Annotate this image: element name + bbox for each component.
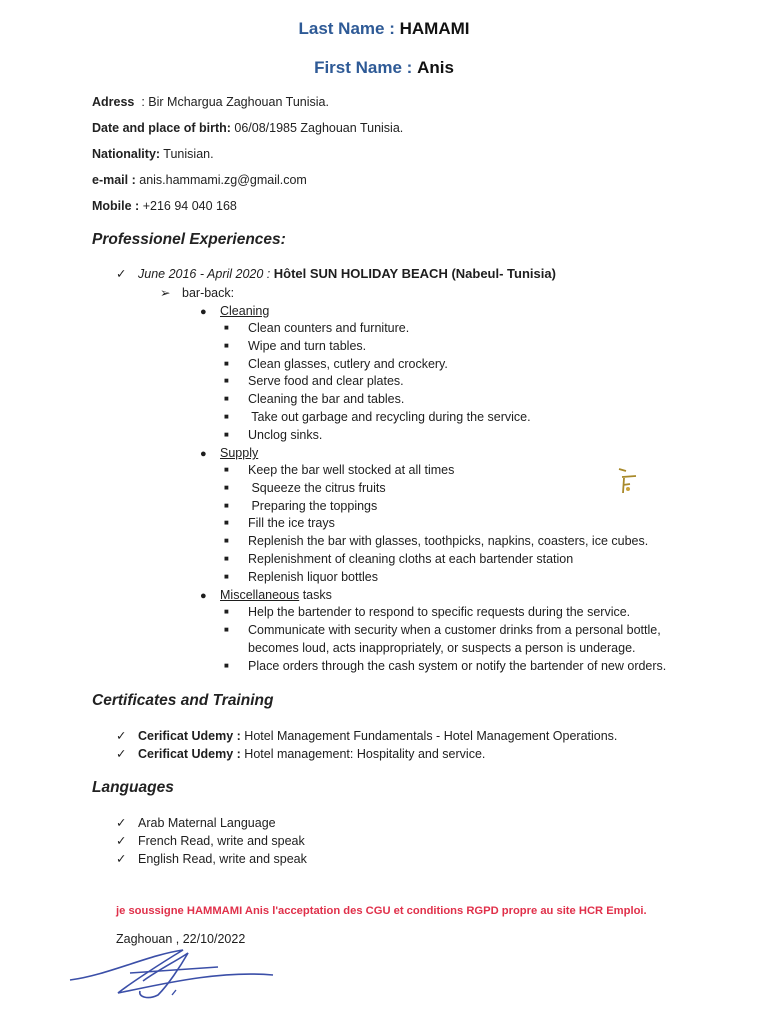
language-text: English Read, write and speak bbox=[138, 852, 307, 866]
square-bullet-icon: ■ bbox=[224, 607, 229, 616]
last-name-heading bbox=[0, 19, 768, 39]
language-item bbox=[116, 815, 276, 830]
check-icon: ✓ bbox=[116, 834, 127, 848]
bullet-icon: ● bbox=[200, 448, 207, 460]
bullet-icon: ● bbox=[200, 590, 207, 602]
task-text: Replenish liquor bottles bbox=[248, 570, 378, 584]
certificate-text: Hotel Management Fundamentals - Hotel Management Operations. bbox=[240, 729, 618, 743]
nationality-line bbox=[92, 147, 214, 161]
certificate-text: Hotel management: Hospitality and service. bbox=[240, 747, 486, 761]
task-item bbox=[224, 570, 378, 584]
task-text: Preparing the toppings bbox=[248, 499, 378, 513]
language-text: Arab Maternal Language bbox=[138, 816, 276, 830]
address-label: Adress bbox=[92, 95, 135, 109]
arrow-icon: ➢ bbox=[160, 286, 171, 300]
mobile-label: Mobile : bbox=[92, 199, 140, 213]
task-text: Wipe and turn tables. bbox=[248, 339, 367, 353]
check-icon: ✓ bbox=[116, 729, 127, 743]
job-period: June 2016 - April 2020 : bbox=[138, 267, 271, 281]
language-text: French Read, write and speak bbox=[138, 834, 305, 848]
task-text: becomes loud, acts inappropriately, or suspects a person is underage. bbox=[248, 641, 636, 655]
square-bullet-icon: ■ bbox=[224, 394, 229, 403]
task-item bbox=[224, 392, 404, 406]
mobile-value: +216 94 040 168 bbox=[139, 199, 237, 213]
task-item bbox=[224, 374, 404, 388]
mobile-line bbox=[92, 199, 237, 213]
task-item bbox=[224, 516, 335, 530]
language-item bbox=[116, 851, 307, 866]
last-name-value: HAMAMI bbox=[399, 19, 470, 38]
first-name-label: First Name : bbox=[314, 58, 413, 77]
category-title: Cleaning bbox=[220, 304, 270, 318]
decorative-mark-icon bbox=[616, 465, 640, 499]
birth-value: 06/08/1985 Zaghouan Tunisia. bbox=[230, 121, 404, 135]
square-bullet-icon: ■ bbox=[224, 572, 229, 581]
square-bullet-icon: ■ bbox=[224, 341, 229, 350]
job-employer: Hôtel SUN HOLIDAY BEACH (Nabeul- Tunisia) bbox=[273, 266, 556, 281]
square-bullet-icon: ■ bbox=[224, 376, 229, 385]
languages-section-title: Languages bbox=[92, 779, 174, 796]
task-text: Place orders through the cash system or notify the bartender of new orders. bbox=[248, 659, 667, 673]
first-name-heading bbox=[0, 58, 768, 78]
square-bullet-icon: ■ bbox=[224, 501, 229, 510]
task-text: Serve food and clear plates. bbox=[248, 374, 404, 388]
consent-statement: je soussigne HAMMAMI Anis l'acceptation des CGU et conditions RGPD propre au site HCR Emploi. bbox=[116, 905, 647, 917]
task-text: Fill the ice trays bbox=[248, 516, 335, 530]
task-item bbox=[224, 623, 661, 637]
task-text: Take out garbage and recycling during the service. bbox=[248, 410, 531, 424]
square-bullet-icon: ■ bbox=[224, 430, 229, 439]
task-text: Replenishment of cleaning cloths at each bartender station bbox=[248, 552, 574, 566]
task-text: Squeeze the citrus fruits bbox=[248, 481, 386, 495]
job-role bbox=[160, 285, 234, 300]
task-item bbox=[224, 552, 573, 566]
address-value: : Bir Mchargua Zaghouan Tunisia. bbox=[141, 95, 329, 109]
check-icon: ✓ bbox=[116, 747, 127, 761]
square-bullet-icon: ■ bbox=[224, 625, 229, 634]
certificates-section-title: Certificates and Training bbox=[92, 692, 274, 709]
check-icon: ✓ bbox=[116, 852, 127, 866]
first-name-value: Anis bbox=[417, 58, 454, 77]
email-line bbox=[92, 173, 307, 187]
task-item bbox=[224, 339, 366, 353]
nationality-label: Nationality: bbox=[92, 147, 161, 161]
square-bullet-icon: ■ bbox=[224, 518, 229, 527]
date-place: Zaghouan , 22/10/2022 bbox=[116, 932, 246, 946]
square-bullet-icon: ■ bbox=[224, 536, 229, 545]
task-item-continuation bbox=[224, 641, 636, 655]
certificate-item bbox=[116, 746, 485, 761]
task-item bbox=[224, 659, 666, 673]
category-miscellaneous bbox=[200, 588, 332, 602]
task-item bbox=[224, 605, 630, 619]
nationality-value: Tunisian. bbox=[160, 147, 214, 161]
certificate-item bbox=[116, 728, 617, 743]
check-icon: ✓ bbox=[116, 816, 127, 830]
job-entry bbox=[116, 266, 556, 281]
square-bullet-icon: ■ bbox=[224, 465, 229, 474]
task-item bbox=[224, 428, 322, 442]
bullet-icon: ● bbox=[200, 306, 207, 318]
task-item bbox=[224, 499, 377, 513]
task-item bbox=[224, 321, 409, 335]
role-label: bar-back: bbox=[182, 286, 235, 300]
check-icon: ✓ bbox=[116, 267, 127, 281]
task-text: Keep the bar well stocked at all times bbox=[248, 463, 455, 477]
square-bullet-icon: ■ bbox=[224, 323, 229, 332]
task-item bbox=[224, 463, 454, 477]
task-text: Cleaning the bar and tables. bbox=[248, 392, 405, 406]
address-line bbox=[92, 95, 329, 109]
task-text: Clean counters and furniture. bbox=[248, 321, 410, 335]
task-item bbox=[224, 357, 448, 371]
category-supply bbox=[200, 446, 258, 460]
language-item bbox=[116, 833, 305, 848]
task-item bbox=[224, 534, 648, 548]
square-bullet-icon: ■ bbox=[224, 359, 229, 368]
signature-drawing bbox=[68, 945, 288, 1005]
category-title: Miscellaneous bbox=[220, 588, 300, 602]
task-text: Unclog sinks. bbox=[248, 428, 323, 442]
task-item bbox=[224, 410, 531, 424]
square-bullet-icon: ■ bbox=[224, 483, 229, 492]
task-text: Clean glasses, cutlery and crockery. bbox=[248, 357, 448, 371]
birth-line bbox=[92, 121, 403, 135]
square-bullet-icon: ■ bbox=[224, 554, 229, 563]
square-bullet-icon: ■ bbox=[224, 661, 229, 670]
email-label: e-mail : bbox=[92, 173, 136, 187]
experience-section-title: Professionel Experiences: bbox=[92, 231, 286, 248]
last-name-label: Last Name : bbox=[298, 19, 395, 38]
category-title-suffix: tasks bbox=[299, 588, 332, 602]
square-bullet-icon: ■ bbox=[224, 412, 229, 421]
task-item bbox=[224, 481, 386, 495]
task-text: Communicate with security when a customer drinks from a personal bottle, bbox=[248, 623, 661, 637]
category-title: Supply bbox=[220, 446, 259, 460]
task-text: Replenish the bar with glasses, toothpicks, napkins, coasters, ice cubes. bbox=[248, 534, 649, 548]
certificate-label: Cerificat Udemy : bbox=[138, 729, 241, 743]
email-value: anis.hammami.zg@gmail.com bbox=[135, 173, 307, 187]
certificate-label: Cerificat Udemy : bbox=[138, 747, 241, 761]
category-cleaning bbox=[200, 304, 269, 318]
task-text: Help the bartender to respond to specific requests during the service. bbox=[248, 605, 631, 619]
birth-label: Date and place of birth: bbox=[92, 121, 231, 135]
